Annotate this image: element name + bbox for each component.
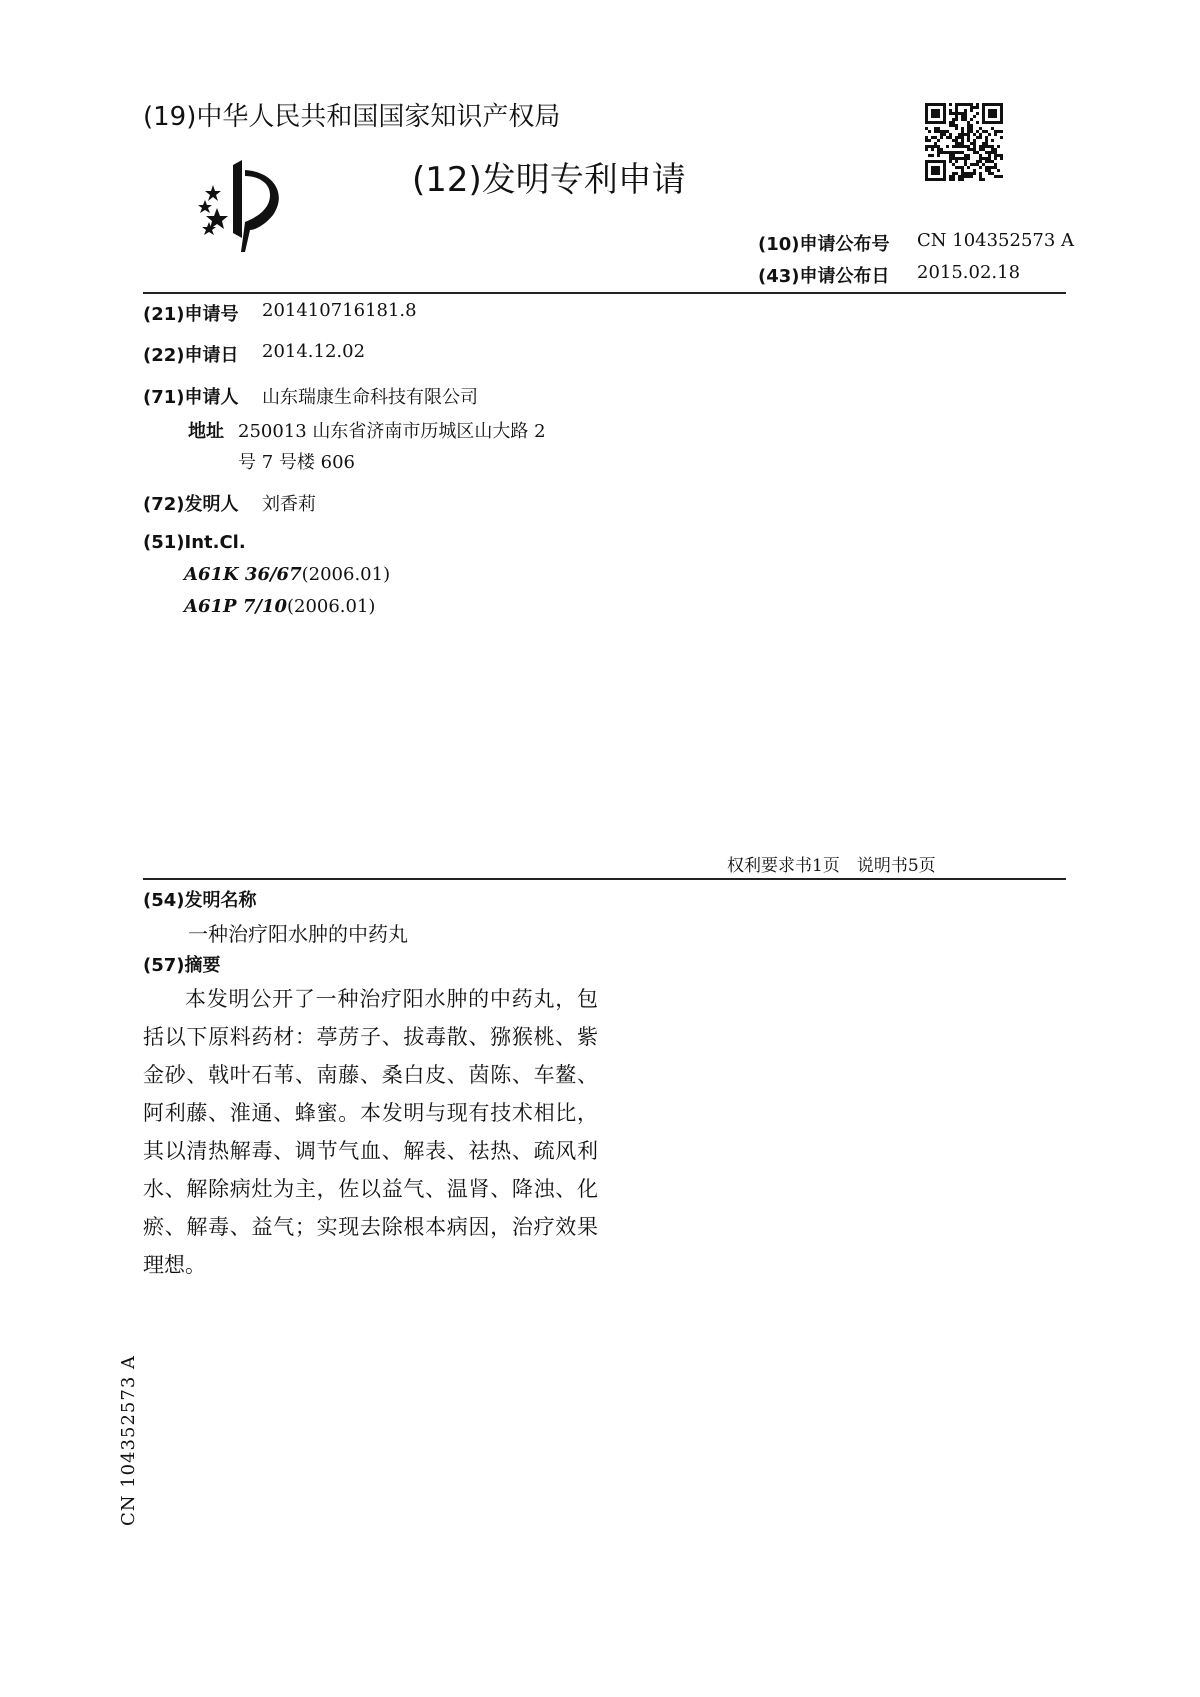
ipc-row-2 <box>184 596 375 617</box>
inventor-label: (72)发明人 <box>143 494 239 515</box>
abstract-label: (57)摘要 <box>143 955 221 976</box>
applicant-value: 山东瑞康生命科技有限公司 <box>262 387 478 408</box>
qr-code <box>925 103 1003 181</box>
app-date-value: 2014.12.02 <box>262 341 366 362</box>
pub-date-value: 2015.02.18 <box>917 262 1021 283</box>
pages-note: 权利要求书1页 说明书5页 <box>727 856 936 876</box>
logo-bar <box>233 160 242 238</box>
ipc-row-1 <box>184 564 390 585</box>
ipc-version-2: (2006.01) <box>286 596 376 617</box>
address-line-2: 号 7 号楼 606 <box>238 452 355 473</box>
logo-star-2 <box>198 200 212 213</box>
app-no-value: 201410716181.8 <box>262 300 417 321</box>
address-label: 地址 <box>188 421 224 442</box>
logo-star-1 <box>205 185 221 201</box>
ipc-version-1: (2006.01) <box>301 564 391 585</box>
ipc-code-2: A61P 7/10 <box>184 596 287 617</box>
pub-no-value: CN 104352573 A <box>917 230 1075 251</box>
app-date-label: (22)申请日 <box>143 345 239 366</box>
side-publication-number: CN 104352573 A <box>118 1355 139 1527</box>
section-rule <box>143 878 1066 880</box>
applicant-label: (71)申请人 <box>143 387 239 408</box>
invention-title-label: (54)发明名称 <box>143 890 257 911</box>
pub-date-label: (43)申请公布日 <box>758 266 890 287</box>
abstract-text: 本发明公开了一种治疗阳水肿的中药丸，包括以下原料药材：葶苈子、拔毒散、猕猴桃、紫金砂、戟叶石苇、南藤、桑白皮、茵陈、车鳌、阿利藤、淮通、蜂蜜。本发明与现有技术相比，其以清热解毒、调节气血、解表、祛热、疏风利水、解除病灶为主，佐以益气、温肾、降浊、化瘀、解毒、益气；实现去除根本病因，治疗效果理想。 <box>143 987 598 1277</box>
header-rule <box>143 292 1066 294</box>
cnipa-logo <box>195 160 305 255</box>
logo-p-shape <box>241 170 279 252</box>
document-type: (12)发明专利申请 <box>412 160 686 200</box>
app-no-label: (21)申请号 <box>143 304 239 325</box>
ipc-label: (51)Int.Cl. <box>143 532 246 553</box>
office-name: (19)中华人民共和国国家知识产权局 <box>143 102 561 132</box>
address-line-1: 250013 山东省济南市历城区山大路 2 <box>238 421 546 442</box>
ipc-code-1: A61K 36/67 <box>184 564 302 585</box>
invention-title: 一种治疗阳水肿的中药丸 <box>188 922 408 946</box>
inventor-value: 刘香莉 <box>262 494 316 515</box>
pub-no-label: (10)申请公布号 <box>758 234 890 255</box>
